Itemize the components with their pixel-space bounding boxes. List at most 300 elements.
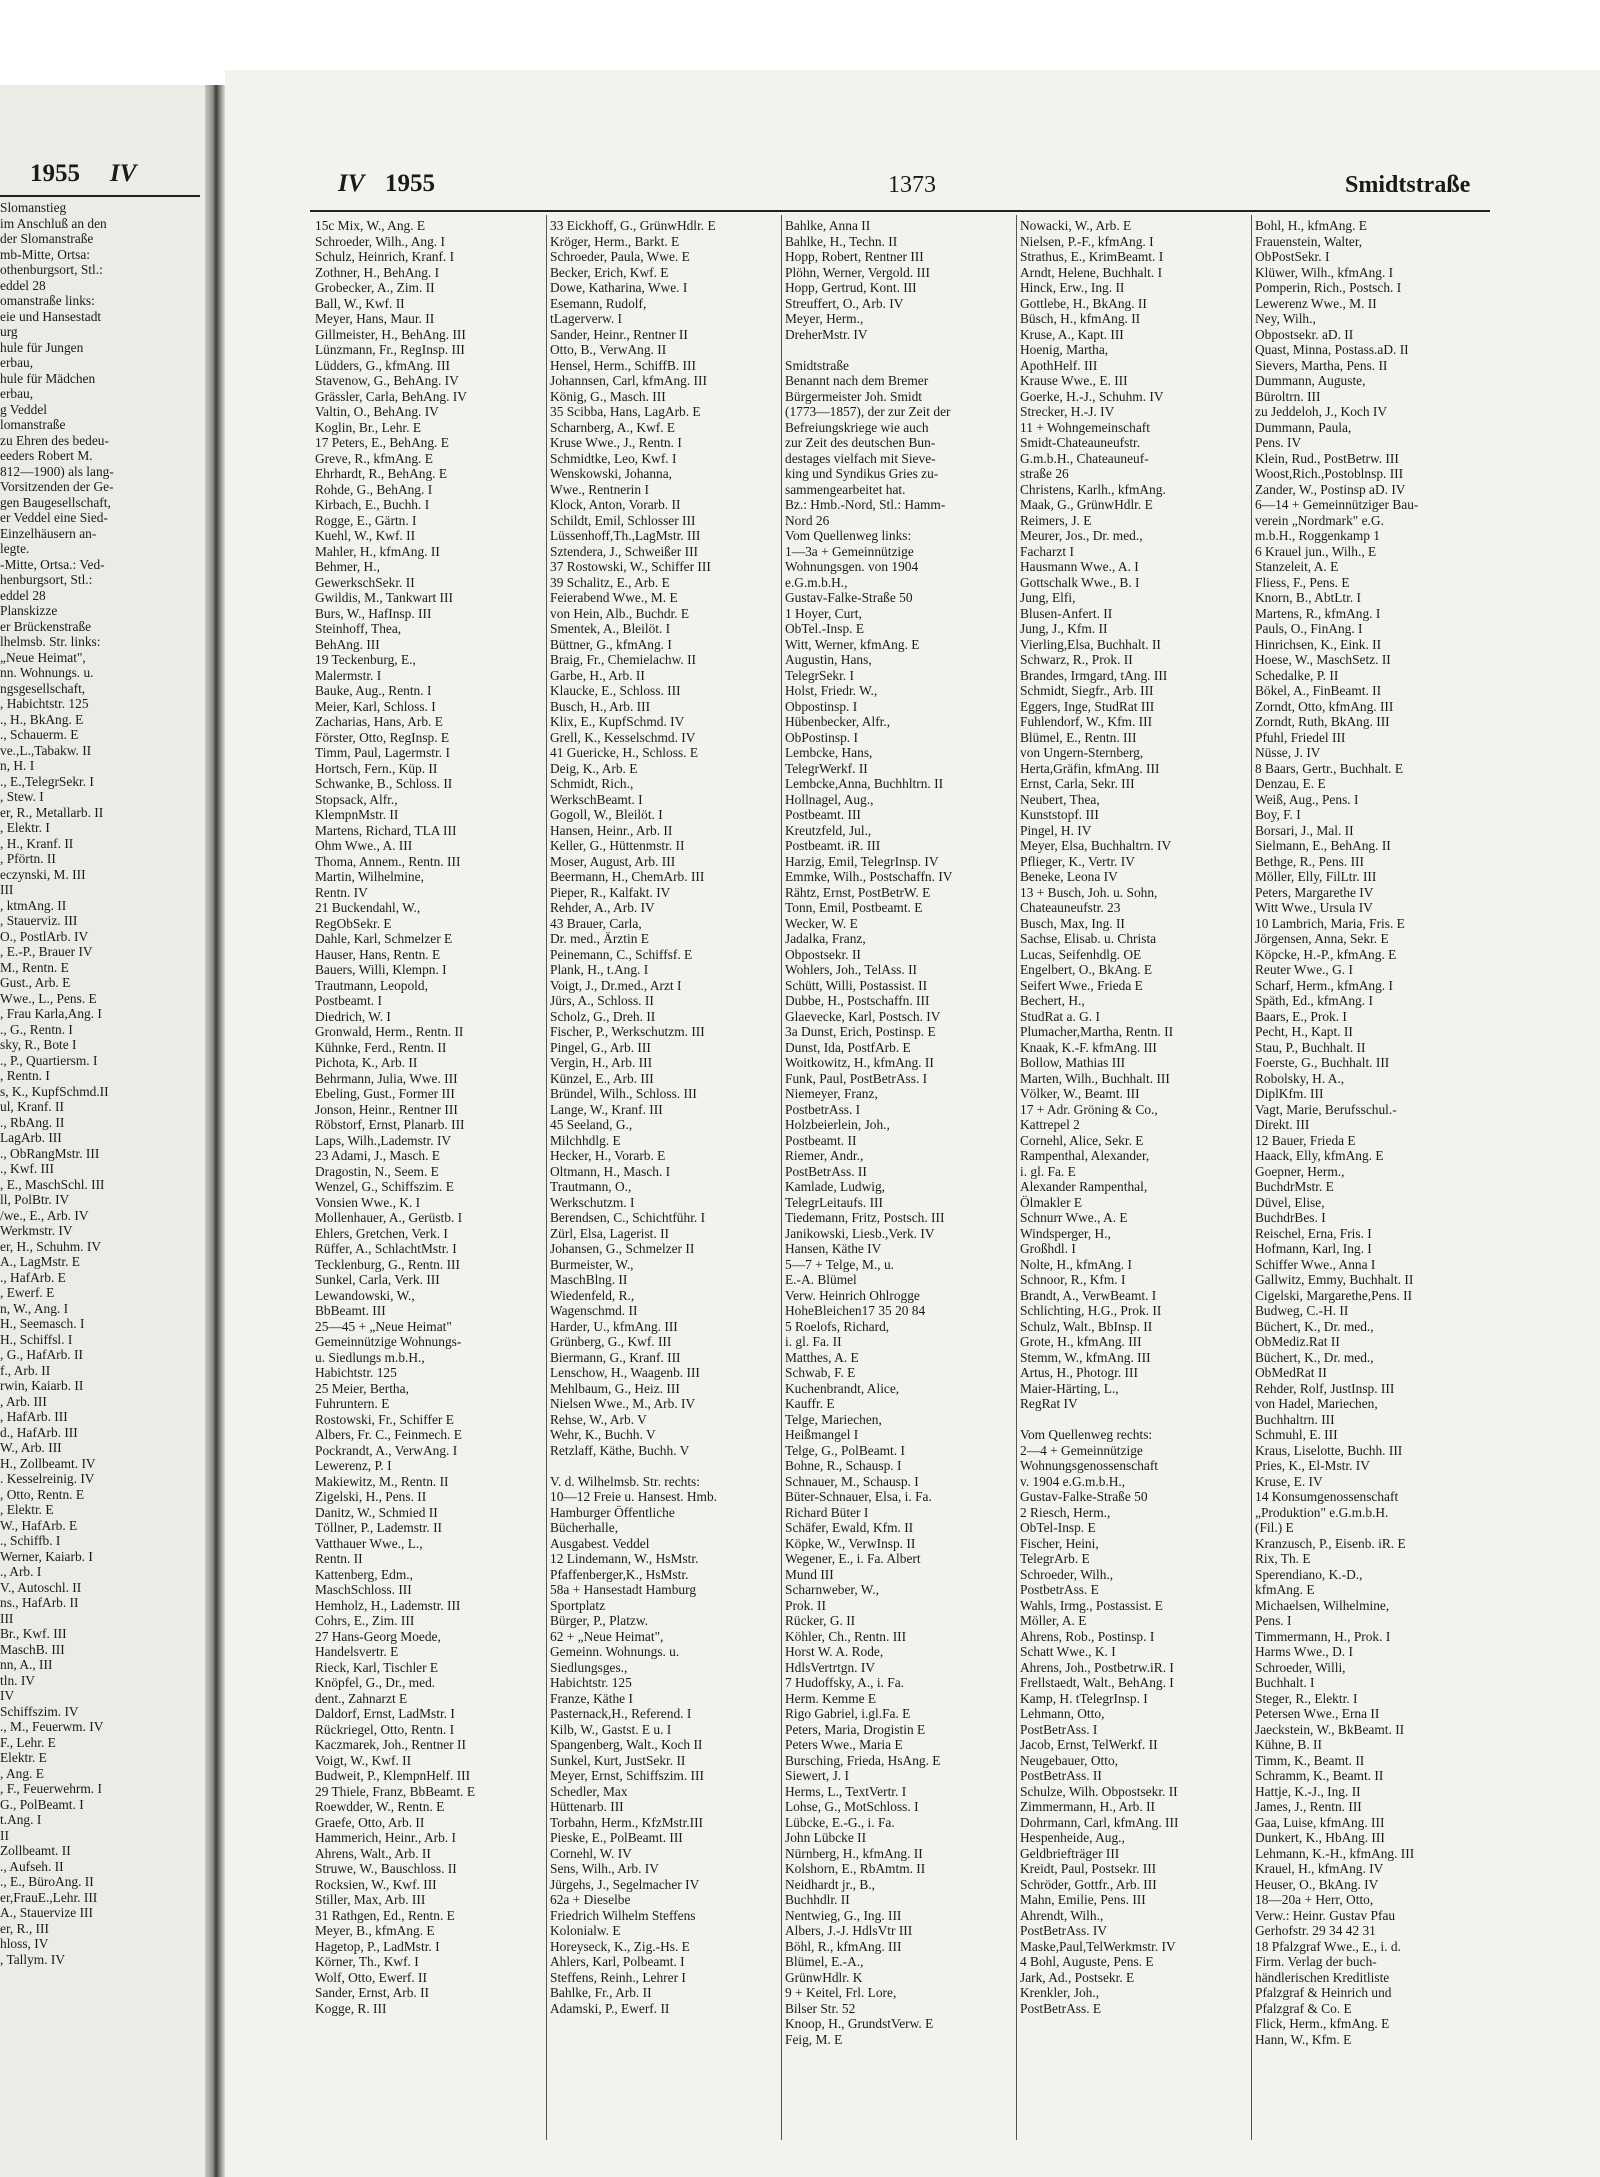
directory-entry-line: Werner, Kaiarb. I bbox=[0, 1548, 93, 1564]
directory-entry-line: omanstraße links: bbox=[0, 293, 95, 308]
directory-entry-line: PostBetrAss. II bbox=[785, 1163, 867, 1179]
directory-entry-line: Hofmann, Karl, Ing. I bbox=[1255, 1241, 1372, 1256]
directory-entry-line: 35 Scibba, Hans, LagArb. E bbox=[550, 404, 701, 419]
directory-entry-line: Postbeamt. I bbox=[315, 993, 382, 1008]
directory-entry-line: Bauke, Aug., Rentn. I bbox=[315, 683, 432, 698]
directory-column-1 bbox=[315, 218, 543, 2016]
directory-entry-line: Daldorf, Ernst, LadMstr. I bbox=[315, 1706, 455, 1721]
directory-entry-line: RegObSekr. E bbox=[315, 915, 392, 931]
directory-entry-line: Schwarz, R., Prok. II bbox=[1020, 652, 1133, 667]
directory-entry-line: Prok. II bbox=[785, 1597, 826, 1613]
directory-entry-line: Hoese, W., MaschSetz. II bbox=[1255, 652, 1391, 667]
directory-entry-line: Röbstorf, Ernst, Planarb. III bbox=[315, 1117, 465, 1132]
directory-entry-line: Ahrendt, Wilh., bbox=[1020, 1907, 1104, 1923]
directory-entry-line: hule für Mädchen bbox=[0, 370, 96, 386]
directory-entry-line: nn. Wohnungs. u. bbox=[0, 665, 94, 680]
directory-entry-line: Kirbach, E., Buchh. I bbox=[315, 497, 430, 512]
directory-entry-line: V., Autoschl. II bbox=[0, 1579, 82, 1595]
left-page-column bbox=[0, 200, 195, 1967]
directory-entry-line: Emmke, Wilh., Postschaffn. IV bbox=[785, 869, 953, 884]
directory-entry-line: Graefe, Otto, Arb. II bbox=[315, 1814, 425, 1830]
directory-entry-line: Dummann, Auguste, bbox=[1255, 373, 1366, 388]
directory-entry-line: Pichota, K., Arb. II bbox=[315, 1055, 418, 1070]
directory-entry-line: Struwe, W., Bauschloss. II bbox=[315, 1861, 457, 1876]
directory-entry-line: Scharf, Herm., kfmAng. I bbox=[1255, 977, 1393, 993]
directory-entry-line: Knaak, K.-F. kfmAng. III bbox=[1020, 1039, 1157, 1055]
directory-entry-line: 10—12 Freie u. Hansest. Hmb. bbox=[550, 1489, 717, 1504]
directory-entry-line: Schmidt, Rich., bbox=[550, 776, 634, 791]
directory-entry-line: Zürl, Elsa, Lagerist. II bbox=[550, 1225, 669, 1241]
directory-entry-line: , ktmAng. II bbox=[0, 897, 67, 913]
directory-entry-line: Gottlebe, H., BkAng. II bbox=[1020, 295, 1147, 311]
directory-entry-line: Oltmann, H., Masch. I bbox=[550, 1163, 671, 1179]
directory-entry-line: , Ewerf. E bbox=[0, 1285, 55, 1300]
directory-entry-line: Steinhoff, Thea, bbox=[315, 621, 402, 636]
directory-entry-line: Kogge, R. III bbox=[315, 2000, 387, 2016]
directory-entry-line: erbau, bbox=[0, 386, 34, 401]
directory-entry-line: Wegener, E., i. Fa. Albert bbox=[785, 1551, 921, 1566]
directory-entry-line: John Lübcke II bbox=[785, 1830, 867, 1845]
directory-entry-line: Vagt, Marie, Berufsschul.- bbox=[1255, 1101, 1397, 1117]
directory-entry-line: Nürnberg, H., kfmAng. II bbox=[785, 1845, 923, 1861]
directory-entry-line: Voigt, J., Dr.med., Arzt I bbox=[550, 977, 682, 993]
directory-entry-line: Herms, L., TextVertr. I bbox=[785, 1783, 907, 1799]
directory-entry-line bbox=[1020, 1412, 1248, 1428]
directory-entry-line: Budweit, P., KlempnHelf. III bbox=[315, 1768, 471, 1783]
directory-entry-line: PostBetrAss. IV bbox=[1020, 1923, 1108, 1938]
directory-entry-line: Köpke, W., VerwInsp. II bbox=[785, 1535, 916, 1551]
directory-entry-line: lomanstraße bbox=[0, 417, 66, 432]
directory-entry-line: Pauls, O., FinAng. I bbox=[1255, 621, 1363, 636]
directory-entry-line: BuchdrMstr. E bbox=[1255, 1179, 1334, 1194]
directory-entry-line: ObTel.-Insp. E bbox=[785, 621, 865, 636]
directory-entry-line: lhelmsb. Str. links: bbox=[0, 634, 101, 649]
directory-entry-line: Schulze, Wilh. Obpostsekr. II bbox=[1020, 1783, 1178, 1799]
page-number: 1373 bbox=[888, 172, 936, 198]
directory-entry-line: Petersen Wwe., Erna II bbox=[1255, 1706, 1380, 1721]
directory-entry-line: v. 1904 e.G.m.b.H., bbox=[1020, 1473, 1126, 1489]
directory-entry-line: Nolte, H., kfmAng. I bbox=[1020, 1256, 1132, 1272]
directory-entry-line: III bbox=[0, 882, 14, 897]
directory-entry-line: Brandes, Irmgard, tAng. III bbox=[1020, 667, 1168, 683]
directory-entry-line: ., Kwf. III bbox=[0, 1161, 54, 1176]
directory-entry-line: Sens, Wilh., Arb. IV bbox=[550, 1861, 659, 1876]
directory-entry-line: Gerhofstr. 29 34 42 31 bbox=[1255, 1923, 1376, 1938]
directory-entry-line: Köpcke, H.-P., kfmAng. E bbox=[1255, 946, 1397, 962]
directory-entry-line: Reuter Wwe., G. I bbox=[1255, 962, 1353, 977]
directory-entry-line: Schedalke, P. II bbox=[1255, 667, 1339, 683]
directory-entry-line: Meurer, Jos., Dr. med., bbox=[1020, 528, 1143, 543]
directory-entry-line: Nüsse, J. IV bbox=[1255, 745, 1321, 760]
directory-entry-line: Denzau, E. E bbox=[1255, 776, 1326, 791]
directory-entry-line: Heißmangel I bbox=[785, 1427, 859, 1442]
directory-entry-line: Vatthauer Wwe., L., bbox=[315, 1535, 423, 1551]
directory-entry-line: 3a Dunst, Erich, Postinsp. E bbox=[785, 1024, 936, 1039]
directory-entry-line: Busch, H., Arb. III bbox=[550, 698, 651, 714]
directory-entry-line: MaschBlng. II bbox=[550, 1272, 628, 1287]
directory-entry-line: d., HafArb. III bbox=[0, 1424, 78, 1440]
directory-entry-line: Blusen-Anfert. II bbox=[1020, 605, 1113, 621]
directory-entry-line: er Brückenstraße bbox=[0, 618, 92, 634]
directory-entry-line: Frellstaedt, Walt., BehAng. I bbox=[1020, 1675, 1174, 1690]
directory-entry-line: Sachse, Elisab. u. Christa bbox=[1020, 931, 1157, 946]
directory-entry-line: Schmidtke, Leo, Kwf. I bbox=[550, 450, 677, 466]
directory-entry-line: Habichtstr. 125 bbox=[315, 1365, 397, 1380]
directory-entry-line: Pingel, H. IV bbox=[1020, 822, 1092, 838]
directory-entry-line: Pockrandt, A., VerwAng. I bbox=[315, 1442, 458, 1458]
directory-entry-line: , Stauerviz. III bbox=[0, 913, 78, 928]
directory-entry-line: 11 + Wohngemeinschaft bbox=[1020, 419, 1150, 435]
directory-entry-line: Timmermann, H., Prok. I bbox=[1255, 1628, 1391, 1644]
directory-entry-line: Steger, R., Elektr. I bbox=[1255, 1690, 1358, 1706]
directory-entry-line: Diedrich, W. I bbox=[315, 1008, 391, 1024]
directory-entry-line: Gallwitz, Emmy, Buchhalt. II bbox=[1255, 1272, 1414, 1287]
directory-entry-line: Cohrs, E., Zim. III bbox=[315, 1613, 415, 1628]
directory-entry-line: Schulz, Walt., BbInsp. II bbox=[1020, 1318, 1153, 1334]
directory-entry-line: Mahn, Emilie, Pens. III bbox=[1020, 1892, 1146, 1907]
directory-entry-line: ., M., Feuerwm. IV bbox=[0, 1719, 104, 1734]
directory-entry-line: m.b.H., Roggenkamp 1 bbox=[1255, 528, 1380, 543]
directory-entry-line: Wwe., L., Pens. E bbox=[0, 990, 97, 1006]
directory-entry-line: Obpostinsp. I bbox=[785, 698, 858, 714]
directory-entry-line: im Anschluß an den bbox=[0, 215, 107, 231]
directory-entry-line: Streuffert, O., Arb. IV bbox=[785, 295, 904, 311]
directory-entry-line: Scharnberg, A., Kwf. E bbox=[550, 419, 676, 435]
directory-entry-line: Wenzel, G., Schiffszim. E bbox=[315, 1179, 454, 1194]
directory-entry-line: BuchdrBes. I bbox=[1255, 1210, 1326, 1225]
directory-entry-line: Horst W. A. Rode, bbox=[785, 1644, 884, 1659]
directory-entry-line: Bücherhalle, bbox=[550, 1520, 619, 1535]
directory-entry-line: eie und Hansestadt bbox=[0, 308, 102, 324]
directory-entry-line: Spangenberg, Walt., Koch II bbox=[550, 1737, 703, 1752]
directory-entry-line: Schulz, Heinrich, Kranf. I bbox=[315, 249, 455, 264]
directory-entry-line: Alexander Rampenthal, bbox=[1020, 1179, 1148, 1194]
directory-entry-line: Büter-Schnauer, Elsa, i. Fa. bbox=[785, 1489, 932, 1504]
directory-entry-line: Obpostsekr. aD. II bbox=[1255, 326, 1354, 342]
directory-entry-line: Woost,Rich.,Postoblnsp. III bbox=[1255, 466, 1404, 481]
directory-entry-line: . Kesselreinig. IV bbox=[0, 1471, 95, 1486]
directory-entry-line: Lünzmann, Fr., RegInsp. III bbox=[315, 342, 465, 357]
directory-entry-line: Tecklenburg, G., Rentn. III bbox=[315, 1256, 460, 1272]
directory-entry-line: Heuser, O., BkAng. IV bbox=[1255, 1876, 1379, 1892]
directory-entry-line: Retzlaff, Käthe, Buchh. V bbox=[550, 1442, 690, 1458]
directory-entry-line: Hansen, Käthe IV bbox=[785, 1241, 882, 1256]
directory-entry-line: 43 Brauer, Carla, bbox=[550, 915, 642, 931]
directory-entry-line: Moser, August, Arb. III bbox=[550, 853, 676, 869]
directory-entry-line: TelegrArb. E bbox=[1020, 1551, 1090, 1566]
directory-entry-line: Meyer, B., kfmAng. E bbox=[315, 1923, 435, 1938]
directory-entry-line: Dohrmann, Carl, kfmAng. III bbox=[1020, 1814, 1179, 1830]
directory-column-3 bbox=[785, 218, 1011, 2047]
directory-entry-line: , E.-P., Brauer IV bbox=[0, 944, 93, 959]
directory-entry-line: Pingel, G., Arb. III bbox=[550, 1039, 651, 1055]
directory-entry-line: 8 Baars, Gertr., Buchhalt. E bbox=[1255, 760, 1404, 776]
directory-entry-line: legte. bbox=[0, 541, 30, 556]
directory-entry-line: Mund III bbox=[785, 1566, 834, 1582]
directory-entry-line: W., Arb. III bbox=[0, 1440, 62, 1455]
directory-entry-line: , Frau Karla,Ang. I bbox=[0, 1006, 102, 1021]
directory-entry-line: Danitz, W., Schmied II bbox=[315, 1504, 438, 1520]
directory-entry-line: Stiller, Max, Arb. III bbox=[315, 1892, 426, 1907]
directory-entry-line: Cigelski, Margarethe,Pens. II bbox=[1255, 1287, 1413, 1303]
directory-entry-line: Kattenberg, Edm., bbox=[315, 1566, 413, 1582]
directory-entry-line: Grote, H., kfmAng. III bbox=[1020, 1334, 1142, 1349]
directory-entry-line: Biermann, G., Kranf. III bbox=[550, 1349, 681, 1365]
left-page-year: 1955 bbox=[30, 160, 80, 187]
directory-entry-line: Dr. med., Ärztin E bbox=[550, 931, 649, 946]
directory-entry-line: s, K., KupfSchmd.II bbox=[0, 1083, 109, 1099]
directory-entry-line: Mahler, H., kfmAng. II bbox=[315, 543, 440, 559]
directory-entry-line: Lüssenhoff,Th.,LagMstr. III bbox=[550, 528, 701, 543]
directory-entry-line: Schäfer, Ewald, Kfm. II bbox=[785, 1520, 914, 1535]
directory-entry-line: 21 Buckendahl, W., bbox=[315, 900, 421, 915]
directory-entry-line: g Veddel bbox=[0, 401, 47, 417]
directory-entry-line: ., P., Quartiersm. I bbox=[0, 1052, 98, 1068]
directory-entry-line: Zorndt, Otto, kfmAng. III bbox=[1255, 698, 1394, 714]
directory-entry-line: Sunkel, Kurt, JustSekr. II bbox=[550, 1752, 686, 1768]
directory-entry-line: Gillmeister, H., BehAng. III bbox=[315, 326, 466, 342]
directory-entry-line: Büroltrn. III bbox=[1255, 388, 1321, 404]
directory-entry-line: Windsperger, H., bbox=[1020, 1225, 1111, 1241]
directory-entry-line: , Arb. III bbox=[0, 1393, 47, 1409]
directory-entry-line: Ahrens, Walt., Arb. II bbox=[315, 1845, 431, 1861]
directory-entry-line: Dunkert, K., HbAng. III bbox=[1255, 1830, 1385, 1845]
directory-entry-line: G.m.b.H., Chateauneuf- bbox=[1020, 450, 1149, 466]
directory-entry-line: Fliess, F., Pens. E bbox=[1255, 574, 1350, 590]
directory-entry-line: eddel 28 bbox=[0, 277, 46, 293]
directory-entry-line: Timm, Paul, Lagermstr. I bbox=[315, 745, 450, 760]
directory-entry-line: Vom Quellenweg links: bbox=[785, 528, 912, 543]
directory-entry-line: dent., Zahnarzt E bbox=[315, 1690, 408, 1706]
directory-entry-line: GewerkschSekr. II bbox=[315, 574, 415, 590]
directory-entry-line: Behrmann, Julia, Wwe. III bbox=[315, 1070, 458, 1086]
directory-entry-line: Stanzeleit, A. E bbox=[1255, 559, 1339, 574]
directory-entry-line: Cornehl, W. IV bbox=[550, 1845, 632, 1861]
directory-entry-line: sammengearbeitet hat. bbox=[785, 481, 906, 497]
directory-entry-line: Franze, Käthe I bbox=[550, 1690, 633, 1706]
directory-entry-line: Gustav-Falke-Straße 50 bbox=[1020, 1489, 1148, 1504]
directory-entry-line: er Veddel eine Sied- bbox=[0, 510, 108, 525]
directory-entry-line: Hensel, Herm., SchiffB. III bbox=[550, 357, 696, 373]
directory-entry-line: ObPostinsp. I bbox=[785, 729, 858, 745]
directory-entry-line: Bilser Str. 52 bbox=[785, 2000, 856, 2016]
directory-entry-line: Jürs, A., Schloss. II bbox=[550, 993, 654, 1008]
directory-entry-line: 41 Guericke, H., Schloss. E bbox=[550, 745, 699, 760]
directory-entry-line: Wahls, Irmg., Postassist. E bbox=[1020, 1597, 1163, 1613]
directory-entry-line: Richard Büter I bbox=[785, 1504, 869, 1520]
directory-entry-line: Hollnagel, Aug., bbox=[785, 791, 874, 807]
directory-entry-line: Schnurr Wwe., A. E bbox=[1020, 1210, 1128, 1225]
directory-entry-line: Kühne, B. II bbox=[1255, 1737, 1322, 1752]
directory-entry-line: 7 Hudoffsky, A., i. Fa. bbox=[785, 1675, 905, 1690]
left-header-rule bbox=[0, 195, 200, 197]
directory-entry-line: Maak, G., GrünwHdlr. E bbox=[1020, 497, 1153, 512]
directory-entry-line: ul, Kranf. II bbox=[0, 1099, 64, 1114]
directory-entry-line: , Pförtn. II bbox=[0, 851, 56, 866]
directory-entry-line: H., Zollbeamt. IV bbox=[0, 1455, 96, 1471]
directory-entry-line: Siedlungsges., bbox=[550, 1659, 628, 1675]
directory-entry-line: Facharzt I bbox=[1020, 543, 1074, 559]
directory-entry-line: eczynski, M. III bbox=[0, 866, 86, 882]
directory-entry-line: Scharnweber, W., bbox=[785, 1582, 879, 1597]
directory-entry-line: Rieck, Karl, Tischler E bbox=[315, 1659, 439, 1675]
directory-entry-line: Großhdl. I bbox=[1020, 1241, 1076, 1256]
directory-entry-line: ObMedRat II bbox=[1255, 1365, 1327, 1380]
directory-entry-line: (1773—1857), der zur Zeit der bbox=[785, 404, 951, 419]
directory-entry-line: tln. IV bbox=[0, 1672, 35, 1688]
directory-entry-line: ObTel-Insp. E bbox=[1020, 1520, 1096, 1535]
directory-entry-line: Stau, P., Buchhalt. II bbox=[1255, 1039, 1366, 1055]
directory-entry-line: Feierabend Wwe., M. E bbox=[550, 590, 678, 605]
directory-entry-line: Büttner, G., kfmAng. I bbox=[550, 636, 672, 652]
directory-entry-line: Marten, Wilh., Buchhalt. III bbox=[1020, 1070, 1170, 1086]
directory-entry-line: Br., Kwf. III bbox=[0, 1626, 67, 1641]
directory-entry-line: Kolonialw. E bbox=[550, 1923, 621, 1938]
directory-entry-line: n, W., Ang. I bbox=[0, 1300, 69, 1316]
directory-entry-line: Rüffer, A., SchlachtMstr. I bbox=[315, 1241, 457, 1256]
directory-entry-line: Grünberg, G., Kwf. III bbox=[550, 1334, 672, 1349]
directory-entry-line: Firm. Verlag der buch- bbox=[1255, 1954, 1377, 1969]
directory-entry-line: i. gl. Fa. E bbox=[1020, 1163, 1076, 1179]
directory-entry-line: Gemeinn. Wohnungs. u. bbox=[550, 1644, 680, 1659]
directory-entry-line: Smidtstraße bbox=[785, 357, 849, 373]
directory-entry-line: Thoma, Annem., Rentn. III bbox=[315, 853, 461, 869]
directory-entry-line: Kauffr. E bbox=[785, 1396, 835, 1411]
directory-entry-line: Lembcke,Anna, Buchhltrn. II bbox=[785, 776, 944, 791]
directory-entry-line: Planskizze bbox=[0, 603, 58, 618]
column-divider bbox=[1016, 215, 1017, 2140]
directory-entry-line: Düvel, Elise, bbox=[1255, 1194, 1325, 1210]
directory-entry-line: Kühnke, Ferd., Rentn. II bbox=[315, 1039, 447, 1055]
directory-entry-line: Schroeder, Paula, Wwe. E bbox=[550, 249, 690, 264]
directory-entry-line: ObMediz.Rat II bbox=[1255, 1334, 1340, 1349]
directory-entry-line: Hausmann Wwe., A. I bbox=[1020, 559, 1139, 574]
directory-entry-line: Tiedemann, Fritz, Postsch. III bbox=[785, 1210, 945, 1225]
directory-entry-line: Zorndt, Ruth, BkAng. III bbox=[1255, 714, 1390, 729]
directory-entry-line: Buchhdlr. II bbox=[785, 1892, 850, 1907]
directory-entry-line: Möller, Elly, FilLtr. III bbox=[1255, 869, 1377, 884]
directory-entry-line: Bürger, P., Platzw. bbox=[550, 1613, 649, 1628]
directory-entry-line bbox=[785, 342, 1011, 358]
directory-entry-line: „Produktion" e.G.m.b.H. bbox=[1255, 1504, 1389, 1520]
directory-entry-line: 25—45 + „Neue Heimat" bbox=[315, 1318, 452, 1334]
directory-entry-line: Rentn. II bbox=[315, 1551, 363, 1566]
directory-entry-line: HdlsVertrtgn. IV bbox=[785, 1659, 875, 1675]
directory-entry-line: Zimmermann, H., Arb. II bbox=[1020, 1799, 1155, 1814]
directory-entry-line: König, G., Masch. III bbox=[550, 388, 666, 404]
directory-entry-line: Albers, Fr. C., Feinmech. E bbox=[315, 1427, 462, 1442]
directory-entry-line: Hamburger Öffentliche bbox=[550, 1504, 675, 1520]
directory-entry-line: Frauenstein, Walter, bbox=[1255, 233, 1363, 249]
directory-entry-line: Wecker, W. E bbox=[785, 915, 858, 931]
directory-entry-line: Holst, Friedr. W., bbox=[785, 683, 878, 698]
directory-entry-line: GrünwHdlr. K bbox=[785, 1969, 863, 1985]
directory-entry-line: Hinrichsen, K., Eink. II bbox=[1255, 636, 1382, 652]
directory-entry-line: Milchhdlg. E bbox=[550, 1132, 621, 1148]
directory-entry-line: 62a + Dieselbe bbox=[550, 1892, 631, 1907]
directory-entry-line: Befreiungskriege wie auch bbox=[785, 419, 929, 435]
directory-entry-line: Klix, E., KupfSchmd. IV bbox=[550, 714, 685, 729]
directory-entry-line: Rehder, Rolf, JustInsp. III bbox=[1255, 1380, 1395, 1396]
directory-entry-line: Goerke, H.-J., Schuhm. IV bbox=[1020, 388, 1164, 404]
directory-entry-line: A., Stauervize III bbox=[0, 1905, 93, 1920]
directory-entry-line: Slomanstieg bbox=[0, 200, 67, 215]
directory-entry-line: Zollbeamt. II bbox=[0, 1843, 71, 1858]
directory-entry-line: Sander, Heinr., Rentner II bbox=[550, 326, 688, 342]
directory-entry-line: Weiß, Aug., Pens. I bbox=[1255, 791, 1359, 807]
directory-entry-line: Burs, W., HafInsp. III bbox=[315, 605, 432, 621]
directory-entry-line: 18 Pfalzgraf Wwe., E., i. d. bbox=[1255, 1938, 1401, 1954]
directory-entry-line: 2 Riesch, Herm., bbox=[1020, 1504, 1111, 1520]
directory-entry-line: Jung, J., Kfm. II bbox=[1020, 621, 1108, 636]
directory-entry-line: Jark, Ad., Postsekr. E bbox=[1020, 1969, 1135, 1985]
directory-entry-line: von Ungern-Sternberg, bbox=[1020, 745, 1144, 760]
directory-entry-line: Reimers, J. E bbox=[1020, 512, 1092, 528]
directory-entry-line: Jürgehs, J., Segelmacher IV bbox=[550, 1876, 700, 1892]
directory-entry-line: Rentn. IV bbox=[315, 884, 368, 900]
directory-entry-line: er,FrauE.,Lehr. III bbox=[0, 1889, 98, 1905]
directory-entry-line: RegRat IV bbox=[1020, 1396, 1078, 1411]
directory-entry-line: Blümel, E., Rentn. III bbox=[1020, 729, 1137, 745]
directory-entry-line: 25 Meier, Bertha, bbox=[315, 1380, 409, 1396]
directory-entry-line: , F., Feuerwehrm. I bbox=[0, 1781, 102, 1796]
directory-entry-line: Pens. I bbox=[1255, 1613, 1292, 1628]
directory-entry-line: Pieske, E., PolBeamt. III bbox=[550, 1830, 683, 1845]
directory-entry-line: Voigt, W., Kwf. II bbox=[315, 1752, 412, 1768]
directory-entry-line: Gronwald, Herm., Rentn. II bbox=[315, 1024, 464, 1039]
directory-entry-line: Pfalzgraf & Co. E bbox=[1255, 2000, 1352, 2016]
directory-entry-line: Bauers, Willi, Klempn. I bbox=[315, 962, 447, 977]
directory-entry-line: Witt Wwe., Ursula IV bbox=[1255, 900, 1373, 915]
directory-entry-line: , H., Kranf. II bbox=[0, 835, 74, 851]
directory-entry-line: ., ObRangMstr. III bbox=[0, 1145, 100, 1161]
directory-entry-line: Köhler, Ch., Rentn. III bbox=[785, 1628, 907, 1644]
directory-entry-line: 4 Bohl, Auguste, Pens. E bbox=[1020, 1954, 1154, 1969]
directory-entry-line: 15c Mix, W., Ang. E bbox=[315, 218, 426, 233]
directory-entry-line: LagArb. III bbox=[0, 1130, 62, 1145]
directory-entry-line: Ahrens, Joh., Postbetrw.iR. I bbox=[1020, 1659, 1174, 1675]
directory-entry-line: Burmeister, W., bbox=[550, 1256, 634, 1272]
directory-entry-line: Hecker, H., Vorarb. E bbox=[550, 1148, 666, 1163]
directory-entry-line: sky, R., Bote I bbox=[0, 1037, 77, 1052]
directory-entry-line: Hauser, Hans, Rentn. E bbox=[315, 946, 441, 962]
directory-entry-line: Ehlers, Gretchen, Verk. I bbox=[315, 1225, 448, 1241]
directory-entry-line: Kilb, W., Gastst. E u. I bbox=[550, 1721, 672, 1737]
directory-entry-line: 12 Bauer, Frieda E bbox=[1255, 1132, 1356, 1148]
directory-entry-line: Hüttenarb. III bbox=[550, 1799, 624, 1814]
directory-entry-line: Hagetop, P., LadMstr. I bbox=[315, 1938, 440, 1954]
directory-entry-line: Wolf, Otto, Ewerf. II bbox=[315, 1969, 427, 1985]
directory-entry-line: James, J., Rentn. III bbox=[1255, 1799, 1362, 1814]
directory-entry-line: Kreutzfeld, Jul., bbox=[785, 822, 872, 838]
directory-entry-line: Neidhardt jr., B., bbox=[785, 1876, 876, 1892]
directory-entry-line: 14 Konsumgenossenschaft bbox=[1255, 1489, 1399, 1504]
directory-entry-line: Ausgabest. Veddel bbox=[550, 1535, 650, 1551]
directory-entry-line: 9 + Keitel, Frl. Lore, bbox=[785, 1985, 897, 2000]
directory-entry-line: Schröder, Gottfr., Arb. III bbox=[1020, 1876, 1157, 1892]
directory-entry-line: Wenskowski, Johanna, bbox=[550, 466, 673, 481]
directory-entry-line: destages vielfach mit Sieve- bbox=[785, 450, 936, 466]
directory-entry-line: Fuhlendorf, W., Kfm. III bbox=[1020, 714, 1153, 729]
directory-entry-line: Schramm, K., Beamt. II bbox=[1255, 1768, 1384, 1783]
directory-entry-line: Lewerenz Wwe., M. II bbox=[1255, 295, 1377, 311]
directory-entry-line: Niemeyer, Franz, bbox=[785, 1086, 878, 1101]
directory-entry-line: StudRat a. G. I bbox=[1020, 1008, 1100, 1024]
directory-entry-line: f., Arb. II bbox=[0, 1362, 51, 1378]
directory-entry-line: Christens, Karlh., kfmAng. bbox=[1020, 481, 1166, 497]
directory-entry-line: Krause Wwe., E. III bbox=[1020, 373, 1128, 388]
directory-entry-line: Wagenschmd. II bbox=[550, 1303, 638, 1318]
